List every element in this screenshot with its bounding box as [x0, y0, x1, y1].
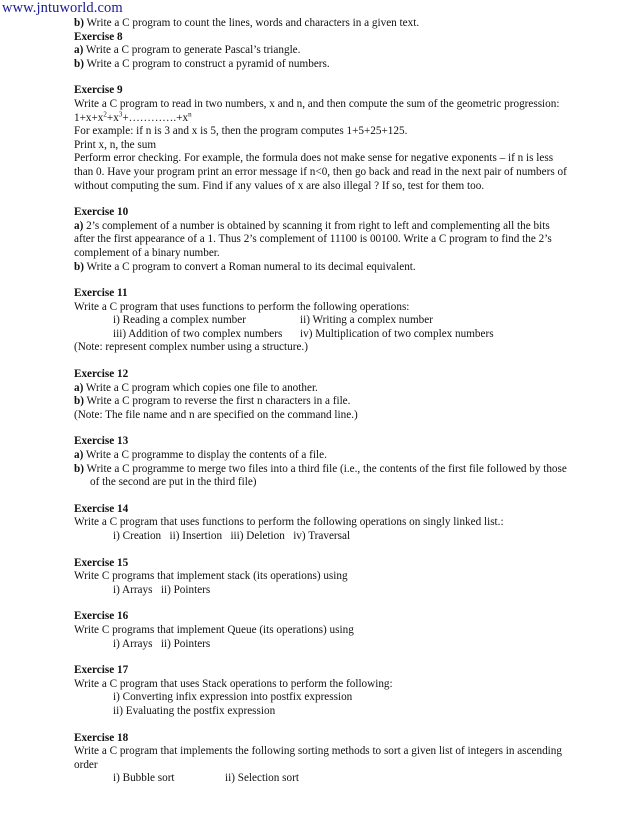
ex18-intro: Write a C program that implements the following sorting methods to sort a given list of integers in ascending order	[74, 745, 562, 771]
document-body	[74, 17, 568, 786]
ex9-error-checking: Perform error checking. For example, the formula does not make sense for negative exponents – if n is less than 0. Have your program print an error message if n<0, then go back and read in the next pair of numbers of without computing the sum. Find if any values of x are also illegal ? If so, test for them too.	[74, 152, 567, 192]
formula-part: 1+x+x	[74, 111, 104, 124]
part-label: a)	[74, 449, 84, 462]
ex11-items-row2	[74, 328, 568, 342]
list-item: iii) Addition of two complex numbers	[113, 327, 283, 340]
ex16-items: i) Arrays ii) Pointers	[113, 637, 211, 650]
exponent: 2	[103, 109, 107, 118]
part-label: b)	[74, 17, 84, 29]
ex17-item-ii: ii) Evaluating the postfix expression	[113, 704, 276, 717]
ex12-note: (Note: The file name and n are specified on the command line.)	[74, 408, 358, 421]
ex11-items-row1	[74, 314, 568, 328]
list-item: ii) Writing a complex number	[300, 314, 433, 327]
ex9-statement: Write a C program to read in two numbers, x and n, and then compute the sum of the geometric progression:	[74, 97, 560, 110]
exercise-13-heading: Exercise 13	[74, 435, 129, 448]
part-text: Write a C program which copies one file to another.	[83, 381, 318, 394]
part-text: Write a C program to reverse the first n characters in a file.	[83, 395, 351, 408]
exercise-17-heading: Exercise 17	[74, 664, 129, 677]
exercise-18-heading: Exercise 18	[74, 731, 129, 744]
ex8-part-b	[74, 58, 568, 72]
ex15-intro: Write C programs that implement stack (its operations) using	[74, 570, 348, 583]
ex9-example: For example: if n is 3 and x is 5, then the program computes 1+5+25+125.	[74, 125, 408, 138]
exercise-15-heading: Exercise 15	[74, 556, 129, 569]
ex9-print: Print x, n, the sum	[74, 138, 157, 151]
ex10-part-a	[74, 220, 568, 261]
part-label: b)	[74, 260, 84, 273]
exercise-16-heading: Exercise 16	[74, 610, 129, 623]
ex13-part-b	[74, 463, 568, 490]
exercise-8-heading: Exercise 8	[74, 30, 123, 43]
formula-part: +x	[106, 111, 119, 124]
exercise-11-heading: Exercise 11	[74, 287, 128, 300]
part-text: Write a C program to generate Pascal’s triangle.	[83, 44, 301, 57]
list-item: ii) Selection sort	[225, 772, 299, 785]
ex18-items	[74, 772, 568, 786]
part-label: a)	[74, 44, 84, 57]
ex10-part-b	[74, 261, 568, 275]
part-label: b)	[74, 57, 84, 70]
ex11-note: (Note: represent complex number using a structure.)	[74, 341, 308, 354]
formula-part: +………….+x	[122, 111, 189, 124]
part-label: a)	[74, 219, 84, 232]
list-item: i) Bubble sort	[113, 772, 175, 785]
ex9-formula	[74, 109, 568, 126]
ex16-intro: Write C programs that implement Queue (its operations) using	[74, 623, 354, 636]
part-label: a)	[74, 381, 84, 394]
ex15-items: i) Arrays ii) Pointers	[113, 583, 211, 596]
list-item: i) Reading a complex number	[113, 314, 246, 327]
ex14-items: i) Creation ii) Insertion iii) Deletion iv) Traversal	[113, 530, 351, 542]
part-text: 2’s complement of a number is obtained by scanning it from right to left and complementing all the bits after the first appearance of a 1. Thus 2’s complement of 11100 is 00100. Write a C program to find the 2’s complement of a binary number.	[74, 219, 552, 259]
ex17-intro: Write a C program that uses Stack operations to perform the following:	[74, 677, 393, 690]
part-text: Write a C programme to display the contents of a file.	[83, 449, 327, 462]
ex8-part-a	[74, 44, 568, 58]
part-text: Write a C program to construct a pyramid of numbers.	[83, 57, 330, 70]
part-text: Write a C programme to merge two files into a third file (i.e., the contents of the first file followed by those of the second are put in the third file)	[83, 462, 567, 489]
part-label: b)	[74, 395, 84, 408]
part-text: Write a C program to count the lines, words and characters in a given text.	[83, 17, 420, 29]
exercise-9-heading: Exercise 9	[74, 84, 123, 97]
ex12-part-b	[74, 395, 568, 409]
ex12-part-a	[74, 382, 568, 396]
exercise-10-heading: Exercise 10	[74, 206, 129, 219]
list-item: iv) Multiplication of two complex numbers	[300, 327, 494, 340]
ex13-part-a	[74, 449, 568, 463]
ex11-intro: Write a C program that uses functions to perform the following operations:	[74, 300, 410, 313]
part-text: Write a C program to convert a Roman numeral to its decimal equivalent.	[83, 260, 416, 273]
ex17-item-i: i) Converting infix expression into postfix expression	[113, 691, 353, 704]
exercise-14-heading: Exercise 14	[74, 502, 129, 515]
watermark-text: www.jntuworld.com	[2, 0, 123, 16]
exponent: n	[188, 109, 192, 118]
part-label: b)	[74, 462, 84, 475]
ex7-part-b	[74, 17, 568, 31]
exercise-12-heading: Exercise 12	[74, 368, 129, 381]
ex14-intro: Write a C program that uses functions to perform the following operations on singly linked list.:	[74, 516, 504, 529]
exponent: 3	[118, 109, 123, 118]
